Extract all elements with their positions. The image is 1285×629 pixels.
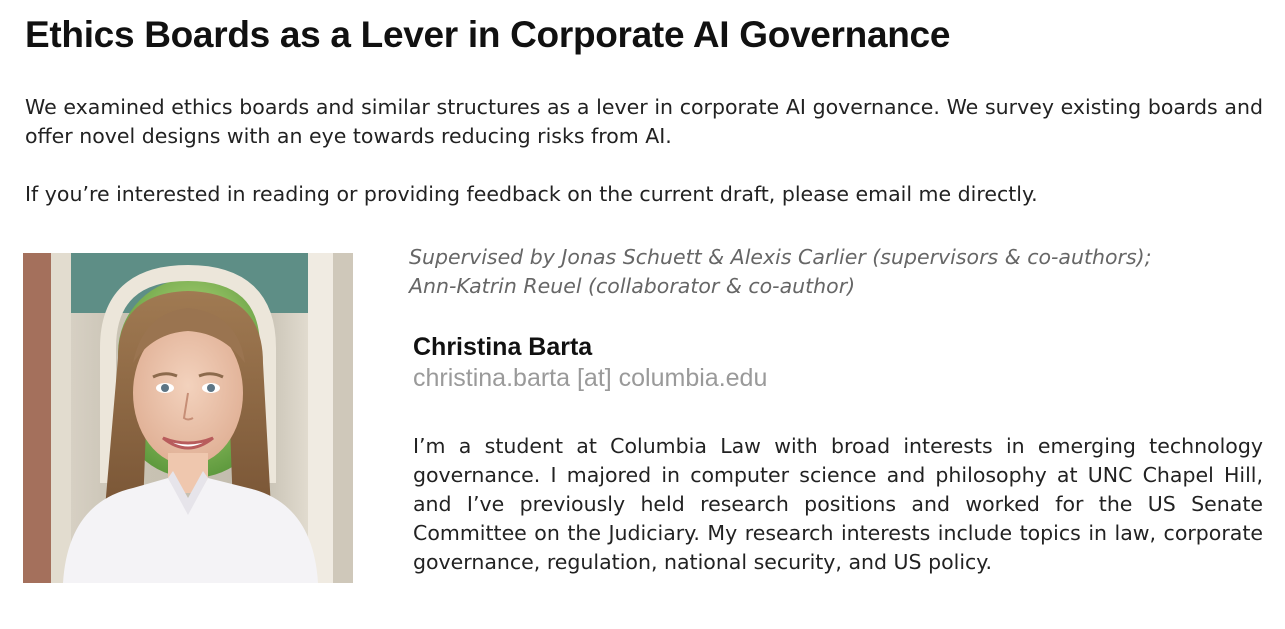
profile-email: christina.barta [at] columbia.edu — [413, 364, 768, 392]
profile-photo — [23, 253, 353, 583]
supervision-line-1: Supervised by Jonas Schuett & Alexis Carlier (supervisors & co-authors); — [409, 245, 1152, 269]
page-title: Ethics Boards as a Lever in Corporate AI Governance — [25, 14, 951, 55]
profile-name: Christina Barta — [413, 333, 593, 361]
profile-bio: I’m a student at Columbia Law with broad interests in emerging technology governance. I majored in computer science and philosophy at UNC Chapel Hill, and I’ve previously held research positions and worked for the US Senate Committee on the Judiciary. My research interests include topics in law, corporate governance, regulation, national security, and US policy. — [413, 434, 1263, 574]
supervision-note — [409, 243, 1269, 301]
contact-request-paragraph: If you’re interested in reading or providing feedback on the current draft, please email me directly. — [25, 182, 1038, 206]
supervision-line-2: Ann-Katrin Reuel (collaborator & co-author) — [409, 274, 856, 298]
summary-paragraph: We examined ethics boards and similar structures as a lever in corporate AI governance. We survey existing boards and offer novel designs with an eye towards reducing risks from AI. — [25, 95, 1263, 148]
